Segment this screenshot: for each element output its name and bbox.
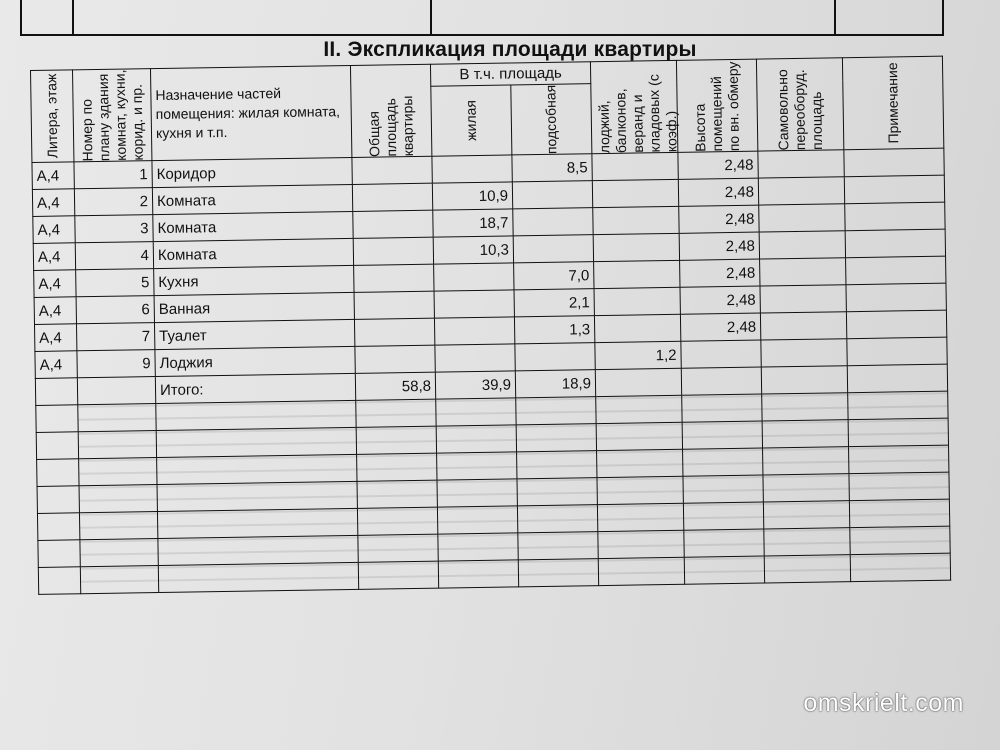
cell-self [761,339,847,367]
cell-total [353,237,433,265]
cell-living [432,155,512,183]
cell-loggia [594,288,680,316]
cell-num: 6 [76,296,154,324]
cell-num: 1 [74,161,152,189]
cell-aux: 2,1 [514,289,594,317]
cell-note [844,175,944,204]
previous-table-fragment [20,0,944,36]
cell-loggia [593,207,679,235]
cell-name: Коридор [152,158,352,188]
cell-total [355,345,435,373]
cell-name: Лоджия [155,347,355,377]
cell-name: Итого: [155,374,355,404]
cell-self [760,312,846,340]
cell-litera: А,4 [32,189,74,217]
cell-total: 58,8 [355,372,435,400]
cell-litera: А,4 [35,351,77,379]
header-note: Примечание [842,56,943,150]
section-title: II. Экспликация площади квартиры [323,38,697,61]
cell-loggia: 1,2 [595,342,681,370]
explication-table-wrap [30,56,952,702]
cell-num: 4 [75,242,153,270]
cell-name: Комната [153,239,353,269]
header-total-area: Общая площадь квартиры [350,64,431,158]
header-room-number: Номер по плану здания комнат, кухни, корид. и пр. [73,69,152,163]
cell-aux [512,181,592,209]
cell-aux: 18,9 [515,370,595,398]
cell-name: Комната [152,185,352,215]
cell-litera: А,4 [35,324,77,352]
cell-height: 2,48 [680,286,760,314]
explication-table [30,56,951,596]
cell-self [758,150,844,178]
cell-aux: 1,3 [514,316,594,344]
header-auxiliary: подсобная [511,84,592,156]
cell-living: 39,9 [435,371,515,399]
cell-height: 2,48 [678,151,758,179]
cell-note [847,337,947,366]
header-loggia: лоджий, балконов, веранд и кладовых (с коэф.) [590,60,677,154]
cell-height [681,340,761,368]
cell-loggia [592,153,678,181]
cell-height: 2,48 [680,259,760,287]
cell-litera: А,4 [34,270,76,298]
cell-height: 2,48 [679,232,759,260]
cell-self [760,285,846,313]
cell-self [759,231,845,259]
cell-litera: А,4 [33,216,75,244]
cell-aux: 8,5 [512,154,592,182]
header-living: жилая [431,85,512,157]
cell-height [681,367,761,395]
table-body [32,148,951,594]
cell-loggia [593,234,679,262]
cell-loggia [595,369,681,397]
cell-litera [35,378,77,406]
cell-num: 7 [76,323,154,351]
watermark: omskrielt.com [803,689,964,717]
cell-loggia [594,315,680,343]
cell-total [354,318,434,346]
cell-name: Комната [153,212,353,242]
cell-note [845,202,945,231]
cell-name: Ванная [154,293,354,323]
cell-total [354,264,434,292]
cell-name: Кухня [154,266,354,296]
cell-note [846,310,946,339]
cell-aux [513,235,593,263]
header-self-built: Самовольно переоборуд. площадь [756,58,843,152]
cell-loggia [592,180,678,208]
cell-self [759,204,845,232]
cell-num: 3 [75,215,153,243]
cell-num [77,377,155,405]
cell-self [758,177,844,205]
cell-height: 2,48 [678,178,758,206]
cell-aux: 7,0 [514,262,594,290]
header-purpose: Назначение частей помещения: жилая комната, кухня и т.п. [150,65,351,160]
cell-total [353,210,433,238]
cell-total [352,156,432,184]
cell-living [434,263,514,291]
cell-self [760,258,846,286]
cell-living [434,290,514,318]
cell-num: 9 [77,350,155,378]
cell-height: 2,48 [679,205,759,233]
cell-height: 2,48 [680,313,760,341]
cell-aux [513,208,593,236]
cell-living [434,317,514,345]
header-group-area: В т.ч. площадь [430,62,590,87]
cell-litera: А,4 [32,162,74,190]
cell-name: Туалет [154,320,354,350]
cell-note [846,256,946,285]
cell-aux [515,343,595,371]
cell-note [847,364,947,393]
cell-num: 2 [74,188,152,216]
cell-note [845,229,945,258]
cell-living: 10,3 [433,236,513,264]
cell-living: 10,9 [432,182,512,210]
cell-note [846,283,946,312]
cell-self [761,366,847,394]
cell-litera: А,4 [33,243,75,271]
header-litera: Литера, этаж [31,70,74,163]
cell-living: 18,7 [433,209,513,237]
cell-living [435,344,515,372]
cell-num: 5 [76,269,154,297]
cell-loggia [594,261,680,289]
cell-total [354,291,434,319]
cell-note [844,148,944,177]
cell-litera: А,4 [34,297,76,325]
header-height: Высота помещений по вн. обмеру [676,59,757,153]
cell-total [352,183,432,211]
